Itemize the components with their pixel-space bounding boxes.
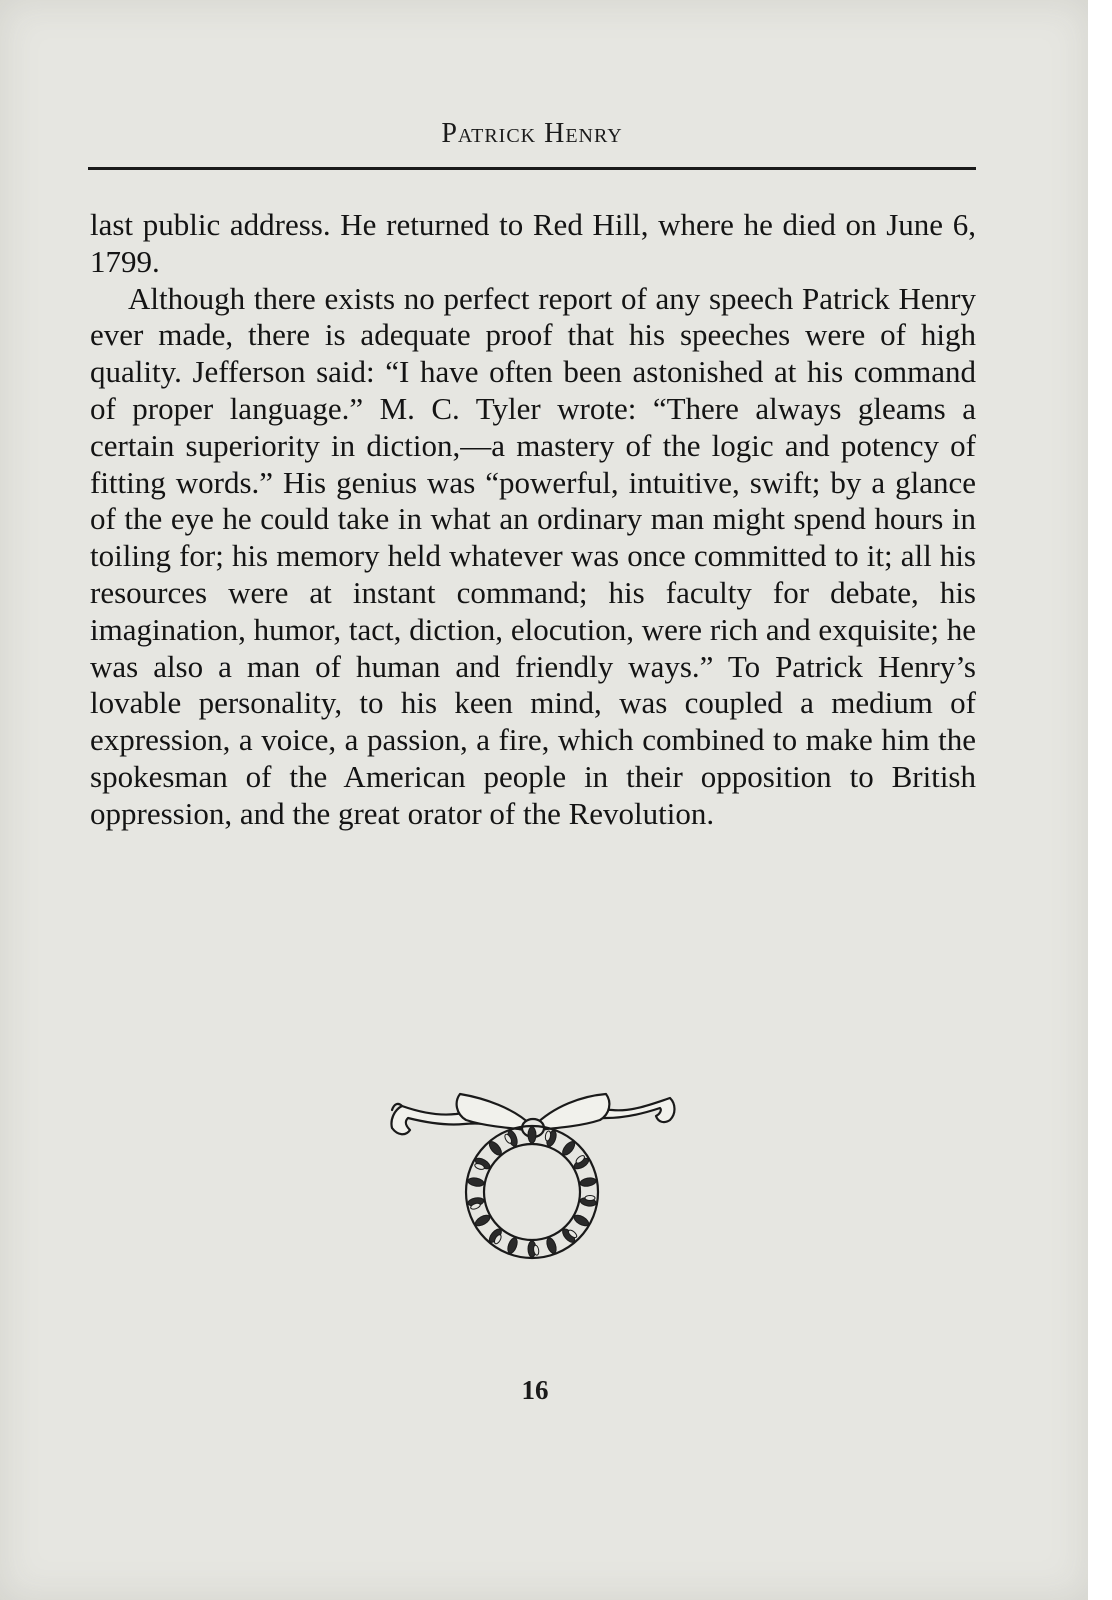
running-header: Patrick Henry	[441, 118, 623, 149]
page-number: 16	[521, 1375, 549, 1405]
header-rule	[88, 167, 976, 170]
body-text	[90, 207, 976, 833]
page-edge	[1088, 0, 1112, 1600]
paragraph-continued: last public address. He returned to Red Hill, where he died on June 6, 1799.	[90, 207, 976, 279]
laurel-wreath-with-ribbon-icon	[384, 1080, 680, 1264]
paragraph-main: Although there exists no perfect report of any speech Patrick Henry ever made, there is adequate proof that his speeches were of high quality. Jefferson said: “I have often been astonished at his command of proper language.” M. C. Tyler wrote: “There always gleams a certain superiority in diction,—a mastery of the logic and potency of fitting words.” His genius was “powerful, intuitive, swift; by a glance of the eye he could take in what an ordinary man might spend hours in toiling for; his memory held whatever was once committed to it; all his resources were at instant command; his faculty for debate, his imagination, humor, tact, diction, elocution, were rich and exquisite; he was also a man of human and friendly ways.” To Patrick Henry’s lovable personality, to his keen mind, was coupled a medium of expression, a voice, a passion, a fire, which combined to make him the spokesman of the American people in their opposition to British oppression, and the great orator of the Revolution.	[90, 280, 976, 831]
